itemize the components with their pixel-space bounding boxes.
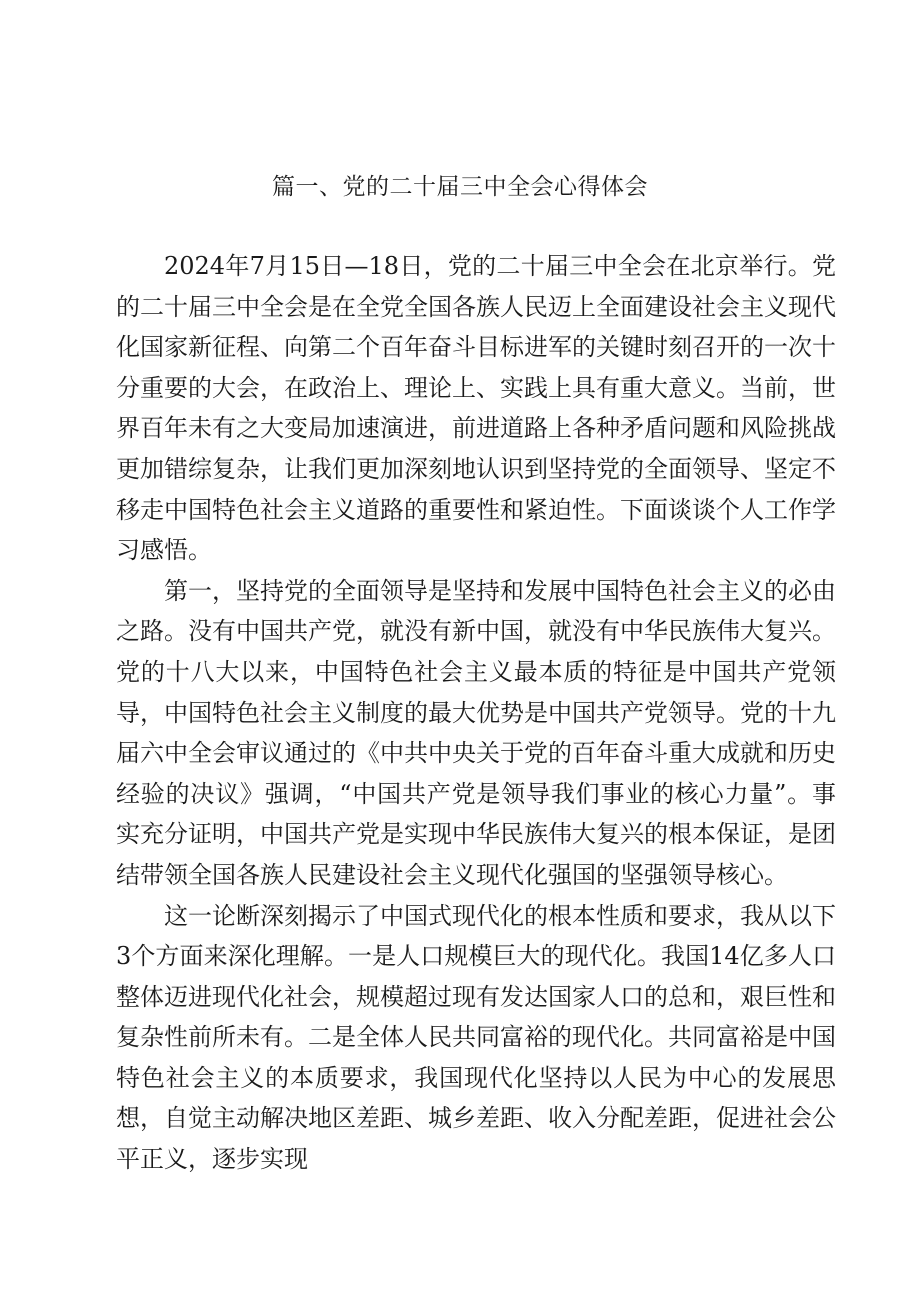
paragraph-three-aspects: 这一论断深刻揭示了中国式现代化的根本性质和要求，我从以下3个方面来深化理解。一是人口规模巨大的现代化。我国14亿多人口整体迈进现代化社会，规模超过现有发达国家人口的总和，艰巨性和复杂性前所未有。二是全体人民共同富裕的现代化。共同富裕是中国特色社会主义的本质要求，我国现代化坚持以人民为中心的发展思想，自觉主动解决地区差距、城乡差距、收入分配差距，促进社会公平正义，逐步实现 — [116, 901, 836, 1174]
paragraph-intro: 2024年7月15日—18日，党的二十届三中全会在北京举行。党的二十届三中全会是在全党全国各族人民迈上全面建设社会主义现代化国家新征程、向第二个百年奋斗目标进军的关键时刻召开的一次十分重要的大会，在政治上、理论上、实践上具有重大意义。当前，世界百年未有之大变局加速演进，前进道路上各种矛盾问题和风险挑战更加错综复杂，让我们更加深刻地认识到坚持党的全面领导、坚定不移走中国特色社会主义道路的重要性和紧迫性。下面谈谈个人工作学习感悟。 — [116, 252, 836, 565]
paragraph-first-point: 第一，坚持党的全面领导是坚持和发展中国特色社会主义的必由之路。没有中国共产党，就没有新中国，就没有中华民族伟大复兴。党的十八大以来，中国特色社会主义最本质的特征是中国共产党领导，中国特色社会主义制度的最大优势是中国共产党领导。党的十九届六中全会审议通过的《中共中央关于党的百年奋斗重大成就和历史经验的决议》强调，“中国共产党是领导我们事业的核心力量”。事实充分证明，中国共产党是实现中华民族伟大复兴的根本保证，是团结带领全国各族人民建设社会主义现代化强国的坚强领导核心。 — [116, 576, 836, 889]
document-body — [116, 246, 836, 1180]
document-title: 篇一、党的二十届三中全会心得体会 — [272, 174, 648, 200]
